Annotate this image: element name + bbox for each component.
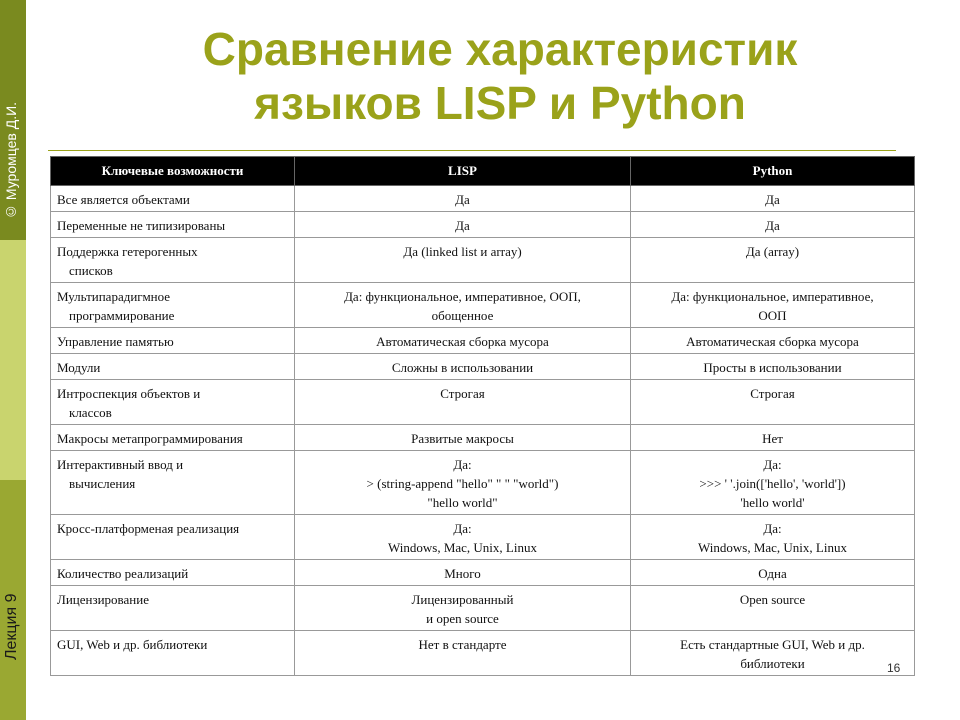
lisp-cell [295,186,631,212]
python-cell [631,354,915,380]
python-cell [631,238,915,283]
slide-title-line-1: Сравнение характеристик [202,23,798,75]
feature-cell-line: Лицензирование [57,592,149,607]
feature-cell [51,186,295,212]
lisp-cell-line: Строгая [440,386,485,401]
lisp-cell-line: > (string-append "hello" " " "world") [366,476,559,491]
feature-cell-line: Мультипарадигмное [57,289,171,304]
lisp-cell-line: "hello world" [427,495,498,510]
feature-cell-line: вычисления [69,476,136,491]
feature-cell [51,212,295,238]
lisp-cell-line: Да: [453,521,472,536]
feature-cell [51,515,295,560]
table-header-row [51,157,915,186]
python-cell-line: Автоматическая сборка мусора [686,334,859,349]
python-cell-line: Open source [739,592,806,607]
feature-cell-line: Управление памятью [57,334,174,349]
python-cell-line: >>> ' '.join(['hello', 'world']) [699,476,846,491]
lisp-cell [295,586,631,631]
feature-cell [51,586,295,631]
python-cell [631,283,915,328]
python-cell-line: Строгая [750,386,795,401]
feature-cell-line: Кросс-платформеная реализация [57,521,240,536]
lisp-cell-line: Да (linked list и array) [403,244,522,259]
lisp-cell [295,451,631,515]
header-lisp: LISP [295,157,631,186]
table-row [51,425,915,451]
lisp-cell-line: обощенное [431,308,494,323]
title-divider [48,150,896,151]
python-cell [631,212,915,238]
python-cell [631,425,915,451]
python-cell-line: Да: функциональное, императивное, [671,289,874,304]
python-cell [631,451,915,515]
lisp-cell [295,631,631,676]
lisp-cell [295,425,631,451]
lisp-cell [295,283,631,328]
lisp-cell [295,354,631,380]
feature-cell [51,560,295,586]
lisp-cell-line: Лицензированный [411,592,514,607]
python-cell [631,586,915,631]
table-row [51,560,915,586]
lisp-cell [295,328,631,354]
feature-cell-line: Все является объектами [57,192,190,207]
python-cell-line: Да [765,218,780,233]
feature-cell [51,425,295,451]
lisp-cell-line: Сложны в использовании [391,360,534,375]
table-row [51,186,915,212]
sidebar-band-middle [0,240,26,480]
python-cell-line: Нет [762,431,783,446]
lisp-cell [295,380,631,425]
lisp-cell-line: Много [444,566,481,581]
feature-cell-line: Поддержка гетерогенных [57,244,198,259]
python-cell-line: Да: [763,521,782,536]
python-cell-line: Да [765,192,780,207]
feature-cell [51,328,295,354]
feature-cell-line: Модули [57,360,101,375]
python-cell [631,186,915,212]
feature-cell-line: GUI, Web и др. библиотеки [57,637,208,652]
feature-cell [51,238,295,283]
table-row [51,212,915,238]
lisp-cell [295,515,631,560]
python-cell-line: 'hello world' [740,495,805,510]
python-cell-line: Одна [758,566,787,581]
table-row [51,451,915,515]
lisp-cell-line: и open source [426,611,499,626]
comparison-table [50,156,915,676]
table-row [51,380,915,425]
header-python: Python [631,157,915,186]
python-cell-line: ООП [758,308,787,323]
feature-cell-line: Макросы метапрограммирования [57,431,243,446]
table-row [51,515,915,560]
python-cell-line: библиотеки [740,656,805,671]
feature-cell [51,283,295,328]
python-cell-line: Да (array) [745,244,800,259]
header-features: Ключевые возможности [51,157,295,186]
lisp-cell-line: Нет в стандарте [418,637,507,652]
slide-title [60,22,940,130]
lisp-cell [295,238,631,283]
python-cell [631,515,915,560]
table-row [51,586,915,631]
python-cell [631,328,915,354]
python-cell-line: Есть стандартные GUI, Web и др. [680,637,865,652]
feature-cell-line: Интроспекция объектов и [57,386,201,401]
lisp-cell [295,212,631,238]
table-row [51,631,915,676]
sidebar [0,0,26,720]
feature-cell [51,380,295,425]
lisp-cell [295,560,631,586]
feature-cell-line: Интерактивный ввод и [57,457,184,472]
python-cell [631,560,915,586]
table-row [51,238,915,283]
table-row [51,328,915,354]
feature-cell-line: программирование [69,308,175,323]
lisp-cell-line: Автоматическая сборка мусора [376,334,549,349]
feature-cell [51,631,295,676]
lisp-cell-line: Windows, Mac, Unix, Linux [388,540,537,555]
lisp-cell-line: Да: функциональное, императивное, ООП, [344,289,581,304]
page-number: 16 [887,661,901,675]
table-row [51,283,915,328]
feature-cell-line: списков [69,263,113,278]
lisp-cell-line: Да [455,192,470,207]
slide-title-line-2: языков LISP и Python [254,77,746,129]
table-row [51,354,915,380]
feature-cell [51,451,295,515]
feature-cell-line: Количество реализаций [57,566,189,581]
lisp-cell-line: Развитые макросы [411,431,514,446]
lecture-label: Лекция 9 [3,593,20,660]
feature-cell-line: Переменные не типизированы [57,218,226,233]
author-credit: © Муромцев Д.И. [3,101,19,220]
python-cell-line: Просты в использовании [703,360,842,375]
feature-cell [51,354,295,380]
python-cell [631,380,915,425]
python-cell-line: Да: [763,457,782,472]
feature-cell-line: классов [69,405,112,420]
python-cell-line: Windows, Mac, Unix, Linux [698,540,847,555]
lisp-cell-line: Да: [453,457,472,472]
python-cell [631,631,915,676]
lisp-cell-line: Да [455,218,470,233]
